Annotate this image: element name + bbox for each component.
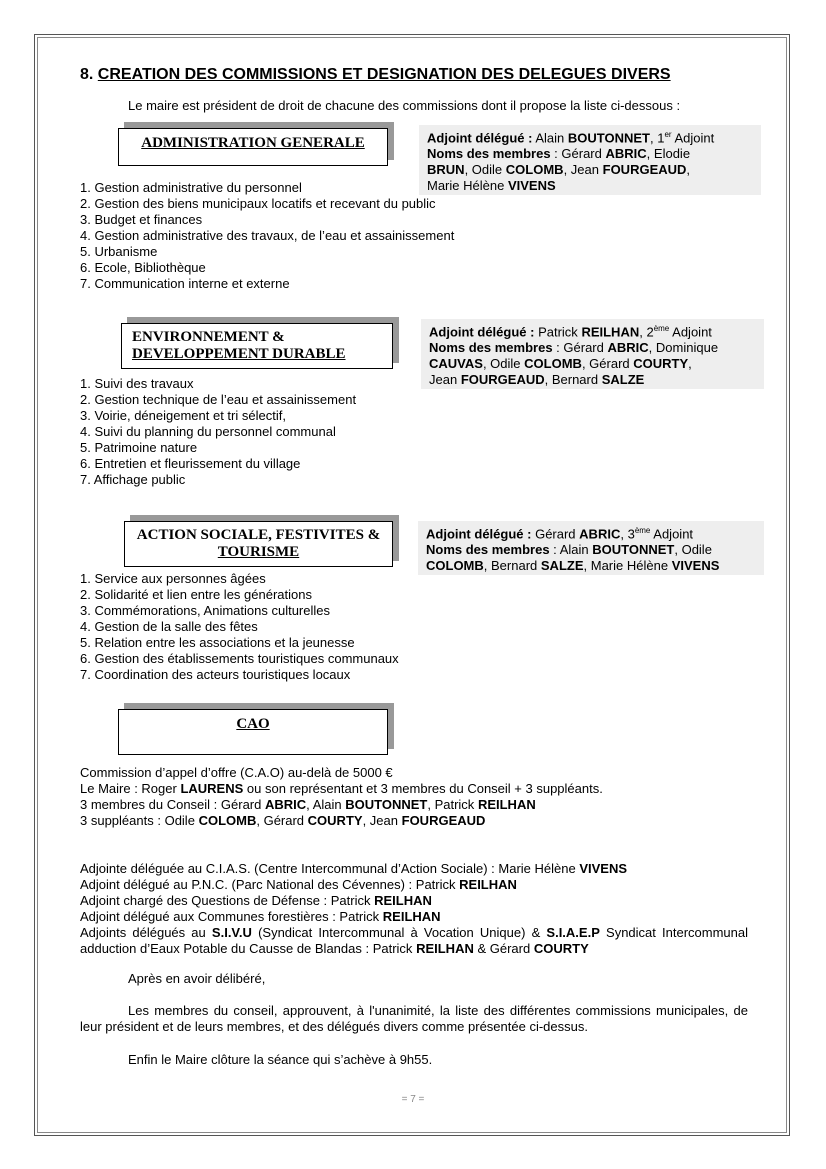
delegue-sivu-siaep: Adjoints délégués au S.I.V.U (Syndicat Intercommunal à Vocation Unique) & S.I.A.E.P Syndicat Intercommunal adduction d’Eaux Potable du Causse de Blandas : Patrick REILHAN & Gérard COURTY	[80, 925, 749, 956]
list-item: 1. Suivi des travaux	[80, 376, 194, 391]
commission-info-administration: Adjoint délégué : Alain BOUTONNET, 1er Adjoint Noms des membres : Gérard ABRIC, Elodie BRUN, Odile COLOMB, Jean FOURGEAUD, Marie Hélène VIVENS	[419, 125, 761, 195]
list-item: 6. Gestion des établissements touristiques communaux	[80, 651, 399, 666]
list-item: 1. Service aux personnes âgées	[80, 571, 266, 586]
list-item: 2. Gestion des biens municipaux locatifs et recevant du public	[80, 196, 436, 211]
commission-box-action-sociale: ACTION SOCIALE, FESTIVITES & TOURISME	[124, 521, 393, 567]
list-item: 5. Relation entre les associations et la jeunesse	[80, 635, 355, 650]
commission-info-environnement: Adjoint délégué : Patrick REILHAN, 2ème Adjoint Noms des membres : Gérard ABRIC, Dominique CAUVAS, Odile COLOMB, Gérard COURTY, Jean FOURGEAUD, Bernard SALZE	[421, 319, 764, 389]
list-item: 5. Patrimoine nature	[80, 440, 198, 455]
commission-box-administration: ADMINISTRATION GENERALE	[118, 128, 388, 166]
list-item: 4. Suivi du planning du personnel communal	[80, 424, 336, 439]
cao-line-2: Le Maire : Roger LAURENS ou son représentant et 3 membres du Conseil + 3 suppléants.	[80, 781, 603, 796]
cao-line-4: 3 suppléants : Odile COLOMB, Gérard COURTY, Jean FOURGEAUD	[80, 813, 486, 828]
cao-line-1: Commission d’appel d’offre (C.A.O) au-delà de 5000 €	[80, 765, 393, 780]
commission-tasks-action-sociale	[80, 571, 399, 683]
cao-box: CAO	[118, 709, 388, 755]
list-item: 4. Gestion administrative des travaux, de l’eau et assainissement	[80, 228, 455, 243]
list-item: 3. Budget et finances	[80, 212, 203, 227]
list-item: 2. Solidarité et lien entre les générations	[80, 587, 312, 602]
section-intro: Le maire est président de droit de chacune des commissions dont il propose la liste ci-dessous :	[128, 98, 681, 113]
commission-box-environnement: ENVIRONNEMENT & DEVELOPPEMENT DURABLE	[121, 323, 393, 369]
list-item: 1. Gestion administrative du personnel	[80, 180, 302, 195]
list-item: 7. Coordination des acteurs touristiques locaux	[80, 667, 351, 682]
delegue-cias: Adjointe déléguée au C.I.A.S. (Centre Intercommunal d’Action Sociale) : Marie Hélène VIVENS	[80, 861, 628, 876]
closing-paragraph-2: Les membres du conseil, approuvent, à l'unanimité, la liste des différentes commissions municipales, de leur président et de leurs membres, et des délégués divers comme présentée ci-dessus.	[80, 1003, 748, 1034]
page-number: = 7 =	[401, 1094, 425, 1105]
delegue-pnc: Adjoint délégué au P.N.C. (Parc National des Cévennes) : Patrick REILHAN	[80, 877, 517, 892]
delegue-defense: Adjoint chargé des Questions de Défense : Patrick REILHAN	[80, 893, 432, 908]
list-item: 6. Ecole, Bibliothèque	[80, 260, 206, 275]
closing-paragraph-3: Enfin le Maire clôture la séance qui s’achève à 9h55.	[128, 1052, 433, 1067]
section-title: 8. CREATION DES COMMISSIONS ET DESIGNATION DES DELEGUES DIVERS	[80, 66, 671, 83]
cao-line-3: 3 membres du Conseil : Gérard ABRIC, Alain BOUTONNET, Patrick REILHAN	[80, 797, 536, 812]
list-item: 3. Commémorations, Animations culturelles	[80, 603, 330, 618]
list-item: 4. Gestion de la salle des fêtes	[80, 619, 258, 634]
commission-info-action-sociale: Adjoint délégué : Gérard ABRIC, 3ème Adjoint Noms des membres : Alain BOUTONNET, Odile COLOMB, Bernard SALZE, Marie Hélène VIVENS	[418, 521, 764, 575]
list-item: 5. Urbanisme	[80, 244, 158, 259]
closing-paragraph-1: Après en avoir délibéré,	[128, 971, 266, 986]
list-item: 6. Entretien et fleurissement du village	[80, 456, 301, 471]
delegue-forestieres: Adjoint délégué aux Communes forestières : Patrick REILHAN	[80, 909, 441, 924]
commission-tasks-administration	[80, 180, 454, 292]
list-item: 7. Communication interne et externe	[80, 276, 290, 291]
commission-tasks-environnement	[80, 376, 356, 488]
list-item: 2. Gestion technique de l’eau et assainissement	[80, 392, 357, 407]
list-item: 3. Voirie, déneigement et tri sélectif,	[80, 408, 286, 423]
list-item: 7. Affichage public	[80, 472, 186, 487]
